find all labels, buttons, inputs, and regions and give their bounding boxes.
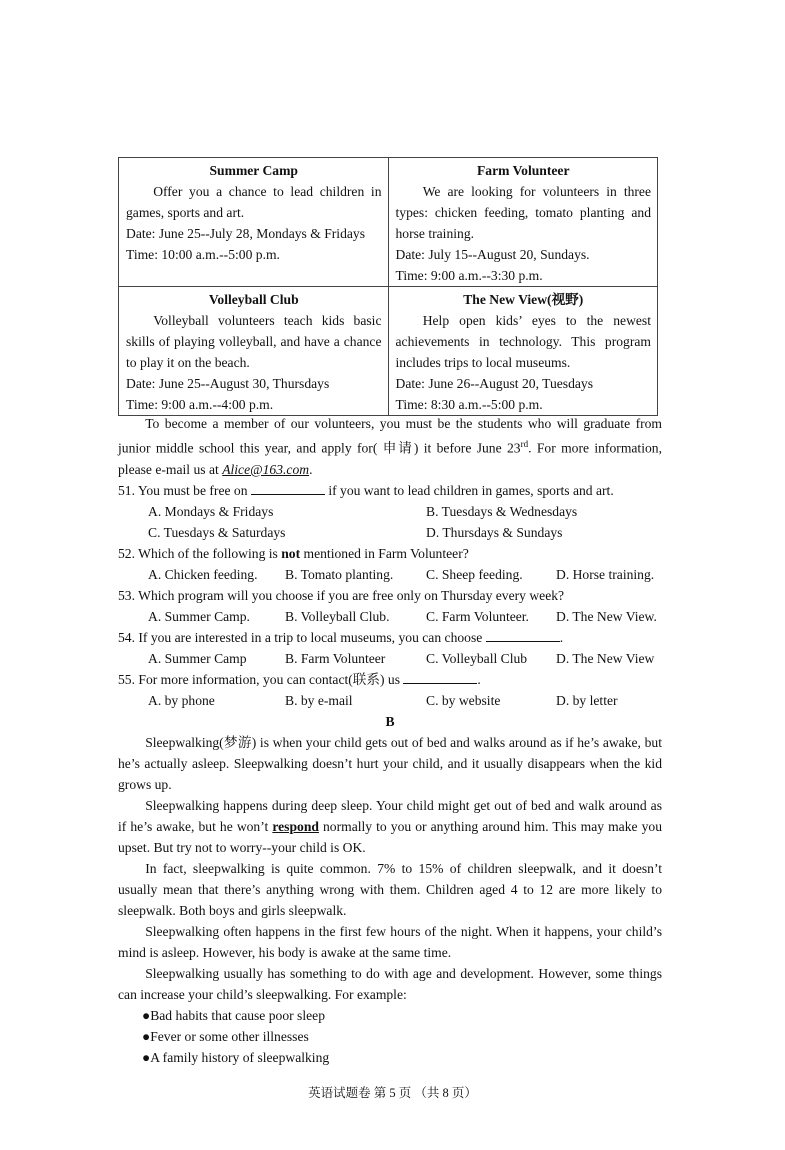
paragraph-text-2: normally to you or anything around him. This may make you upset. But try not to worry--your child is OK. <box>118 818 663 855</box>
question-text: 55. For more information, you can contact(联系) us <box>118 671 404 687</box>
question-54 <box>118 627 662 648</box>
options-51 <box>118 501 662 522</box>
option-d[interactable]: D. The New View <box>556 650 655 666</box>
passage-b-paragraph-2 <box>118 795 662 858</box>
options-53 <box>118 606 662 627</box>
ad-title: Volleyball Club <box>208 292 299 307</box>
paragraph-text: Sleepwalking happens during deep sleep. Your child might get out of bed and walk around as if he’s awake, but he won’t <box>118 797 662 834</box>
options-54 <box>118 648 662 669</box>
passage-b-paragraph-3: In fact, sleepwalking is quite common. 7% to 15% of children sleepwalk, and it doesn’t usually mean that there’s anything wrong with them. Children aged 4 to 12 are more likely to sleepwalk. Both boys and girls sleepwalk. <box>118 860 662 918</box>
question-text: 51. You must be free on <box>118 482 251 498</box>
ad-summer-camp <box>119 158 389 287</box>
option-b[interactable]: B. Farm Volunteer <box>285 650 386 666</box>
options-52 <box>118 564 662 585</box>
option-d[interactable]: D. by letter <box>556 692 618 708</box>
ad-time: Time: 10:00 a.m.--5:00 p.m. <box>126 247 280 262</box>
passage-b-paragraph-5: Sleepwalking usually has something to do with age and development. However, some things can increase your child’s sleepwalking. For example: <box>118 965 662 1002</box>
question-text-2: mentioned in Farm Volunteer? <box>300 545 469 561</box>
option-d[interactable]: D. The New View. <box>556 608 657 624</box>
passage-a-questions <box>118 413 662 1068</box>
emphasis-not: not <box>281 545 301 561</box>
ad-description: Offer you a chance to lead children in games, sports and art. <box>126 184 382 220</box>
option-d[interactable]: D. Thursdays & Sundays <box>426 524 563 540</box>
option-b[interactable]: B. Tomato planting. <box>285 566 394 582</box>
answer-blank[interactable] <box>403 669 477 684</box>
ad-date: Date: June 25--July 28, Mondays & Fridays <box>126 226 365 241</box>
option-d[interactable]: D. Horse training. <box>556 566 655 582</box>
intro-text-2: . For more information, please e-mail us at <box>118 440 662 477</box>
option-b[interactable]: B. Tuesdays & Wednesdays <box>426 503 578 519</box>
ad-time: Time: 8:30 a.m.--5:00 p.m. <box>395 397 543 412</box>
ad-new-view <box>388 287 658 416</box>
ad-time: Time: 9:00 a.m.--4:00 p.m. <box>126 397 274 412</box>
section-b-title: B <box>385 713 395 729</box>
bullet-item: ●Fever or some other illnesses <box>142 1028 309 1044</box>
question-text: 53. Which program will you choose if you are free only on Thursday every week? <box>118 587 565 603</box>
bullet-item: ●Bad habits that cause poor sleep <box>142 1007 325 1023</box>
passage-b-paragraph-1: Sleepwalking(梦游) is when your child gets out of bed and walks around as if he’s awake, but he’s actually asleep. Sleepwalking doesn’t hurt your child, and it usually disappears when the kid grows up. <box>118 734 662 792</box>
option-a[interactable]: A. Chicken feeding. <box>148 566 258 582</box>
page-footer: 英语试题卷 第 5 页 （共 8 页） <box>308 1086 477 1100</box>
option-c[interactable]: C. Sheep feeding. <box>426 566 523 582</box>
ad-date: Date: June 25--August 30, Thursdays <box>126 376 330 391</box>
key-word-respond: respond <box>272 818 319 834</box>
email-link[interactable]: Alice@163.com <box>222 461 310 477</box>
ad-description: We are looking for volunteers in three types: chicken feeding, tomato planting and horse training. <box>395 184 651 241</box>
question-text-2: . <box>559 629 564 645</box>
question-text-2: if you want to lead children in games, sports and art. <box>324 482 614 498</box>
question-55 <box>118 669 662 690</box>
intro-end: . <box>309 461 313 477</box>
intro-paragraph <box>118 413 662 480</box>
question-text-2: . <box>477 671 481 687</box>
question-52 <box>118 543 662 564</box>
ad-description: Help open kids’ eyes to the newest achievements in technology. This program includes trips to local museums. <box>395 313 651 370</box>
ad-description: Volleyball volunteers teach kids basic skills of playing volleyball, and have a chance to play it on the beach. <box>126 313 382 370</box>
intro-text: To become a member of our volunteers, you must be the students who will graduate from junior middle school this year, and apply for( 申请) it before June 23 <box>118 416 662 456</box>
option-c[interactable]: C. by website <box>426 692 501 708</box>
ordinal-suffix: rd <box>520 439 529 449</box>
option-b[interactable]: B. by e-mail <box>285 692 353 708</box>
question-text: 52. Which of the following is <box>118 545 282 561</box>
volunteer-ads-table <box>118 157 658 416</box>
answer-blank[interactable] <box>251 480 325 495</box>
passage-b-paragraph-4: Sleepwalking often happens in the first few hours of the night. When it happens, your child’s mind is asleep. However, his body is awake at the same time. <box>118 923 662 960</box>
answer-blank[interactable] <box>486 627 560 642</box>
options-55 <box>118 690 662 711</box>
ad-title: Summer Camp <box>209 163 298 178</box>
option-c[interactable]: C. Volleyball Club <box>426 650 528 666</box>
option-a[interactable]: A. Mondays & Fridays <box>148 503 274 519</box>
question-text: 54. If you are interested in a trip to local museums, you can choose <box>118 629 486 645</box>
option-a[interactable]: A. Summer Camp. <box>148 608 250 624</box>
ad-date: Date: June 26--August 20, Tuesdays <box>395 376 593 391</box>
option-a[interactable]: A. by phone <box>148 692 215 708</box>
option-c[interactable]: C. Tuesdays & Saturdays <box>148 524 286 540</box>
question-51 <box>118 480 662 501</box>
ad-title: The New View(视野) <box>463 292 584 307</box>
option-a[interactable]: A. Summer Camp <box>148 650 247 666</box>
ad-date: Date: July 15--August 20, Sundays. <box>395 247 590 262</box>
options-51-row2 <box>118 522 662 543</box>
question-53 <box>118 585 662 606</box>
bullet-item: ●A family history of sleepwalking <box>142 1049 330 1065</box>
ad-volleyball-club <box>119 287 389 416</box>
ad-farm-volunteer <box>388 158 658 287</box>
option-b[interactable]: B. Volleyball Club. <box>285 608 390 624</box>
ad-title: Farm Volunteer <box>476 163 570 178</box>
ad-time: Time: 9:00 a.m.--3:30 p.m. <box>395 268 543 283</box>
option-c[interactable]: C. Farm Volunteer. <box>426 608 529 624</box>
